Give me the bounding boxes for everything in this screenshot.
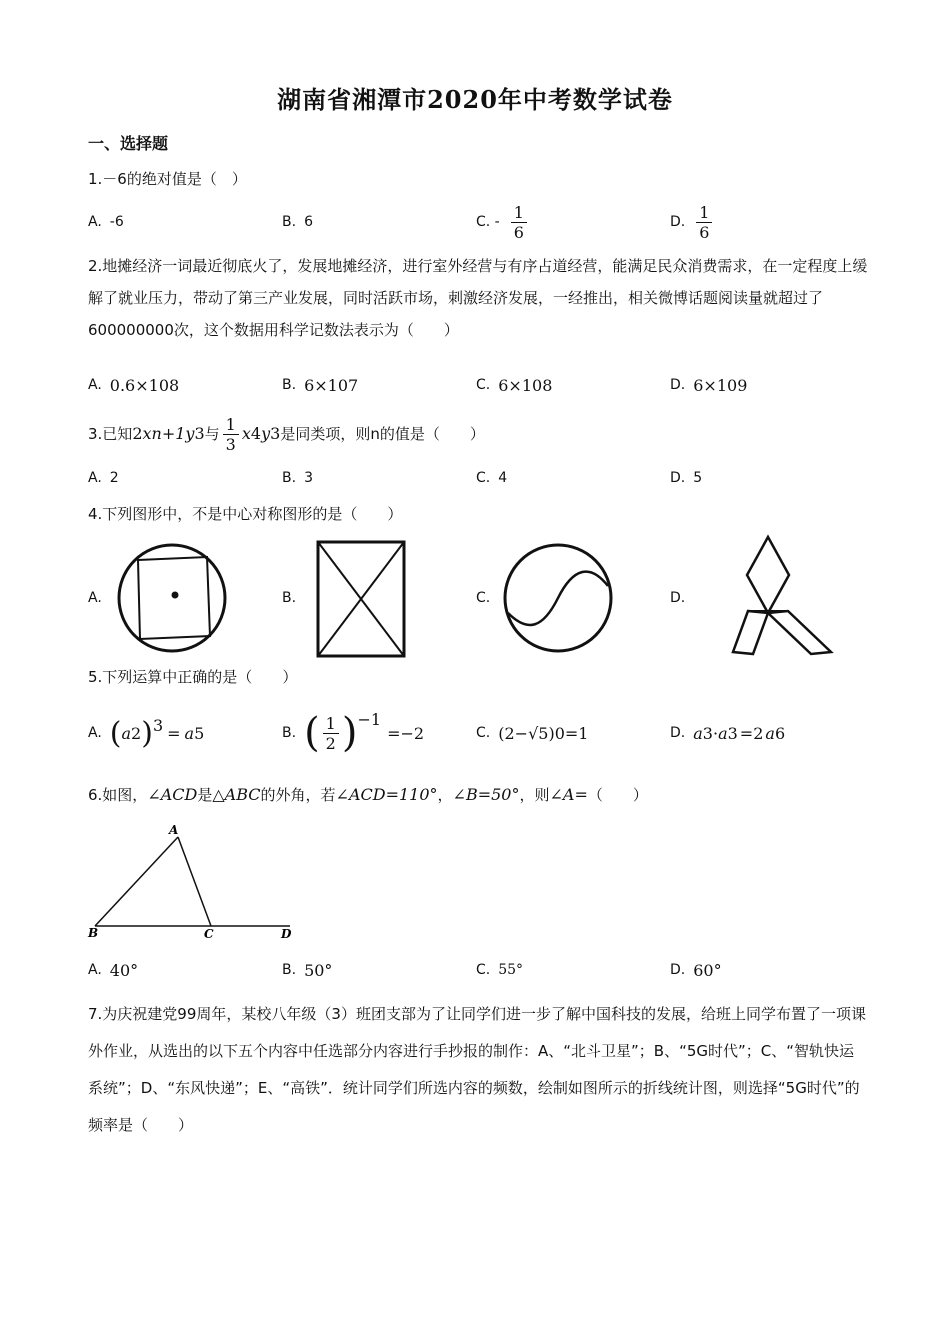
- q3-option-c[interactable]: C. 4: [476, 470, 508, 486]
- q5-option-c[interactable]: C. (2−√5) 0 =1: [476, 723, 589, 743]
- question-5-options: [88, 706, 868, 760]
- q1-option-c[interactable]: C. - $\frac{1}{6}$: [476, 202, 530, 242]
- q6-option-a[interactable]: A. 40°: [88, 960, 139, 980]
- question-1-options: [88, 202, 868, 242]
- question-1-stem: 1.－6的绝对值是（ ）: [88, 170, 247, 188]
- section-heading: 一、选择题: [88, 134, 169, 153]
- q1-option-a[interactable]: A. -6: [88, 214, 124, 230]
- circle-with-square-figure: [110, 538, 230, 658]
- q6-option-c[interactable]: C. 55°: [476, 962, 524, 978]
- label-a: A: [169, 823, 179, 837]
- q3-option-b[interactable]: B. 3: [282, 470, 313, 486]
- triangle-figure: [85, 820, 305, 945]
- q5-option-b[interactable]: B. ( $\frac{1}{2}$ ) −1 =−2: [282, 710, 425, 756]
- question-2-options: [88, 365, 868, 405]
- page-title: 湖南省湘潭市2020年中考数学试卷: [277, 85, 673, 114]
- q4-option-c[interactable]: C.: [476, 535, 618, 660]
- fraction: $\frac{1}{6}$: [511, 203, 527, 242]
- question-3-stem: 3.已知 2 x n+1 y 3 与 $\frac{1}{3}$ x 4 y 3 是同类项，则n的值是（ ）: [88, 414, 485, 454]
- question-4-options: [88, 535, 868, 660]
- label-b: B: [88, 926, 99, 940]
- label-d: D: [281, 927, 292, 941]
- q3-option-d[interactable]: D. 5: [670, 470, 703, 486]
- question-4-stem: 4.下列图形中，不是中心对称图形的是（ ）: [88, 505, 403, 523]
- fraction: $\frac{1}{6}$: [696, 203, 712, 242]
- q4-option-a[interactable]: A.: [88, 535, 230, 660]
- q3-option-a[interactable]: A. 2: [88, 470, 119, 486]
- q5-option-a[interactable]: A. ( a 2 ) 3 = a 5: [88, 715, 205, 751]
- question-5-stem: 5.下列运算中正确的是（ ）: [88, 668, 298, 686]
- three-rhombus-figure: [693, 535, 823, 660]
- q2-option-b[interactable]: B. 6×10 7: [282, 375, 359, 395]
- question-7-stem: 7.为庆祝建党99周年，某校八年级（3）班团支部为了让同学们进一步了解中国科技的发展，给班上同学布置了一项课外作业，从选出的以下五个内容中任选部分内容进行手抄报的制作：A、“北斗卫星”；B、“5G时代”；C、“智轨快运系统”；D、“东风快递”；E、“高铁”．统计同学们所选内容的频数，绘制如图所示的折线统计图，则选择“5G时代”的频率是（ ）: [88, 1005, 866, 1134]
- q4-option-d[interactable]: D.: [670, 535, 823, 660]
- q4-option-b[interactable]: B.: [282, 535, 414, 660]
- q1-option-d[interactable]: D. $\frac{1}{6}$: [670, 202, 715, 242]
- q5-option-d[interactable]: D. a 3 · a 3 =2 a 6: [670, 723, 786, 743]
- question-2-stem: 2.地摊经济一词最近彻底火了，发展地摊经济，进行室外经营与有序占道经营，能满足民众消费需求，在一定程度上缓解了就业压力，带动了第三产业发展，同时活跃市场，刺激经济发展，一经推出，相关微博话题阅读量就超过了600000000次，这个数据用科学记数法表示为（ ）: [88, 257, 868, 339]
- label-c: C: [204, 927, 214, 941]
- q2-option-c[interactable]: C. 6×10 8: [476, 375, 553, 395]
- circle-with-s-curve-figure: [498, 538, 618, 658]
- q2-option-a[interactable]: A. 0.6×10 8: [88, 375, 180, 395]
- q6-option-b[interactable]: B. 50°: [282, 960, 333, 980]
- rectangle-with-diagonals-figure: [304, 538, 414, 658]
- question-6-stem: 6.如图， ∠ACD 是 △ABC 的外角，若 ∠ACD=110° ， ∠B=50° ，则 ∠A= （ ）: [88, 785, 648, 804]
- q6-option-d[interactable]: D. 60°: [670, 960, 722, 980]
- question-6-options: [88, 950, 868, 990]
- q2-option-d[interactable]: D. 6×10 9: [670, 375, 748, 395]
- question-3-options: [88, 458, 868, 498]
- q1-option-b[interactable]: B. 6: [282, 214, 313, 230]
